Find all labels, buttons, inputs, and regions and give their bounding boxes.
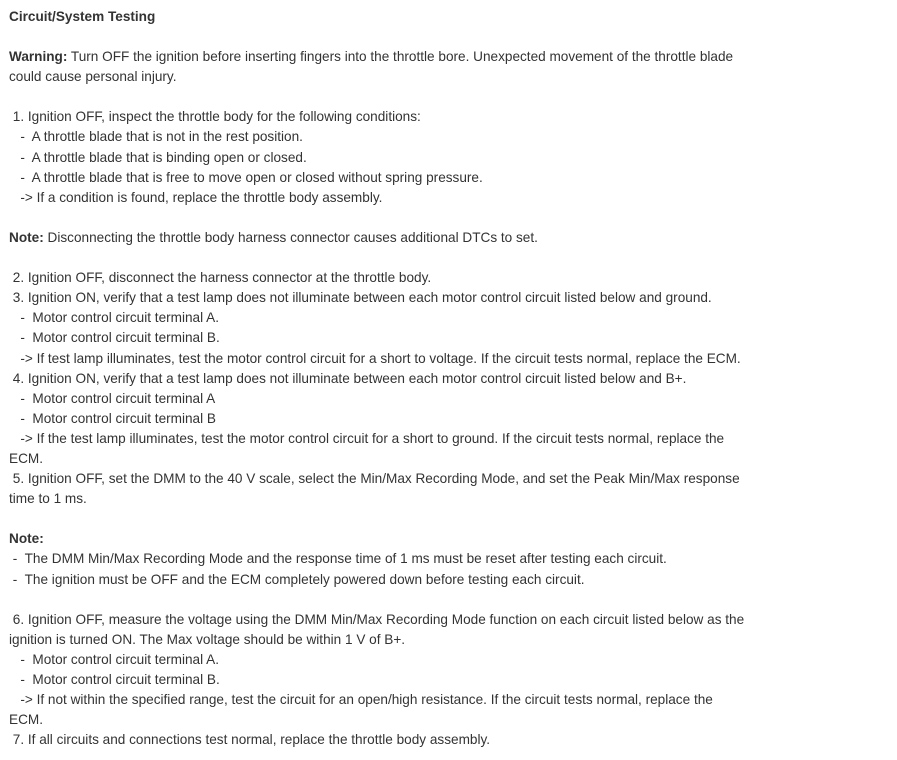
step-2: 2. Ignition OFF, disconnect the harness connector at the throttle body. [9,270,432,286]
warning-text: Turn OFF the ignition before inserting fingers into the throttle bore. Unexpected movement of the throttle blade [67,49,734,65]
step-4-result: -> If the test lamp illuminates, test the motor control circuit for a short to ground. If the circuit tests normal, replace the [9,430,725,446]
spacer [9,248,809,268]
step-5-continued: time to 1 ms. [9,491,87,507]
step-5: 5. Ignition OFF, set the DMM to the 40 V scale, select the Min/Max Recording Mode, and set the Peak Min/Max response [9,471,740,487]
spacer [9,27,809,47]
step-6-item: - Motor control circuit terminal B. [9,672,220,687]
step-6: 6. Ignition OFF, measure the voltage using the DMM Min/Max Recording Mode function on each circuit listed below as the [9,611,745,627]
step-1-result: -> If a condition is found, replace the throttle body assembly. [9,189,383,205]
page-title: Circuit/System Testing [9,9,156,24]
step-4-item: - Motor control circuit terminal B [9,410,216,426]
spacer [9,590,809,610]
step-1-condition: - A throttle blade that is binding open or closed. [9,149,307,165]
note-1 [9,228,809,248]
note-label: Note: [9,229,44,245]
step-3-item: - Motor control circuit terminal B. [9,330,220,346]
spacer [9,208,809,228]
step-6-item: - Motor control circuit terminal A. [9,651,220,667]
spacer [9,509,809,529]
step-6-continued: ignition is turned ON. The Max voltage should be within 1 V of B+. [9,631,406,647]
step-3: 3. Ignition ON, verify that a test lamp does not illuminate between each motor control circuit listed below and ground. [9,290,712,306]
step-4: 4. Ignition ON, verify that a test lamp does not illuminate between each motor control circuit listed below and B+. [9,370,687,386]
step-1: 1. Ignition OFF, inspect the throttle body for the following conditions: [9,109,421,125]
note-2-item: - The DMM Min/Max Recording Mode and the response time of 1 ms must be reset after testing each circuit. [9,551,667,567]
step-4-item: - Motor control circuit terminal A [9,390,216,406]
step-6-result-continued: ECM. [9,712,43,728]
note-text: Disconnecting the throttle body harness connector causes additional DTCs to set. [43,229,538,245]
step-7: 7. If all circuits and connections test normal, replace the throttle body assembly. [9,732,491,748]
step-1-condition: - A throttle blade that is not in the rest position. [9,129,303,145]
warning-text-continued: could cause personal injury. [9,69,177,85]
step-3-item: - Motor control circuit terminal A. [9,310,220,326]
warning-paragraph [9,47,809,67]
step-1-condition: - A throttle blade that is free to move open or closed without spring pressure. [9,169,483,185]
spacer [9,87,809,107]
step-3-result: -> If test lamp illuminates, test the motor control circuit for a short to voltage. If the circuit tests normal, replace the ECM. [9,350,741,366]
warning-label: Warning: [9,49,68,65]
step-4-result-continued: ECM. [9,450,43,466]
note-2-label [9,529,809,549]
note-2-item: - The ignition must be OFF and the ECM completely powered down before testing each circuit. [9,571,585,587]
note-label: Note: [9,531,44,547]
step-6-result: -> If not within the specified range, test the circuit for an open/high resistance. If the circuit tests normal, replace the [9,692,713,708]
